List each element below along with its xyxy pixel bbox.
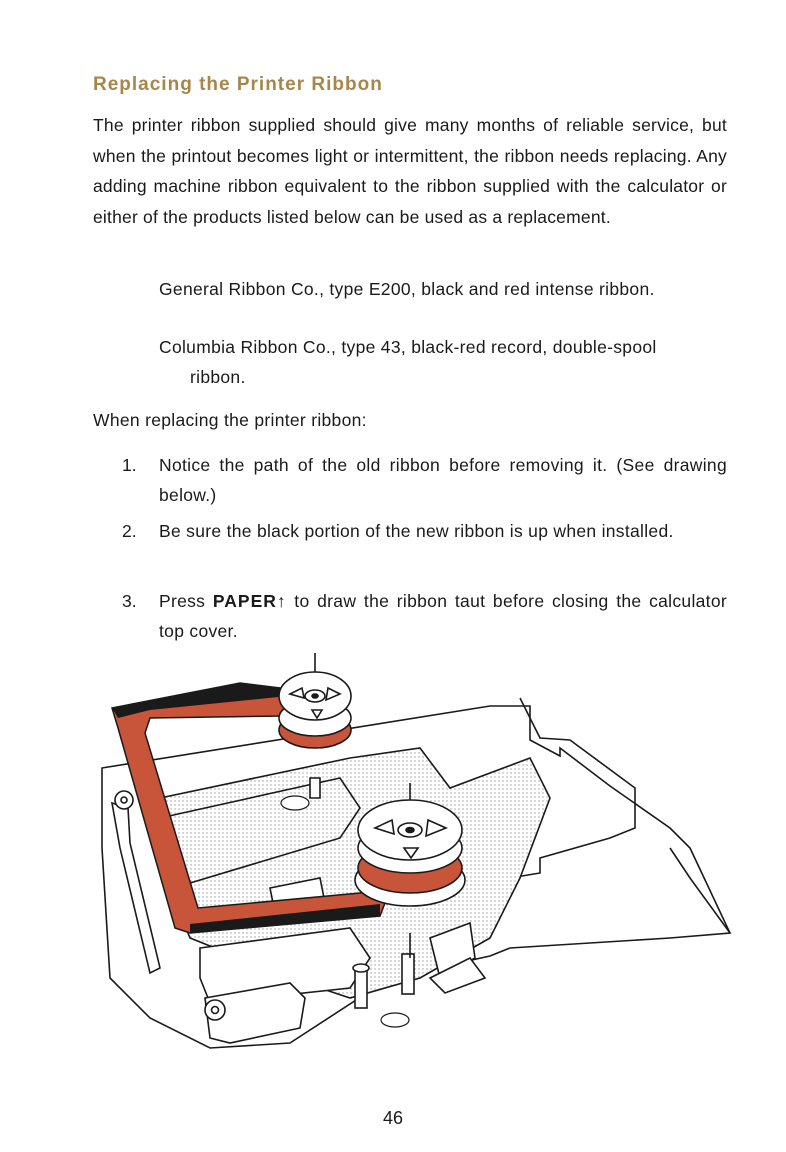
- product-text: General Ribbon Co., type E200, black and red intense ribbon.: [159, 279, 655, 299]
- lower-spool: [355, 800, 465, 906]
- step-text: Be sure the black portion of the new ribbon is up when installed.: [159, 521, 674, 541]
- page-number: 46: [382, 1108, 404, 1128]
- ribbon-drawing-svg: [90, 648, 740, 1058]
- rear-post: [310, 778, 320, 798]
- product-text: Columbia Ribbon Co., type 43, black-red record, double-spool: [159, 337, 657, 357]
- product-text-continued: ribbon.: [190, 367, 246, 387]
- step-number: 2.: [122, 521, 137, 541]
- section-heading: Replacing the Printer Ribbon: [93, 74, 383, 95]
- step-number: 1.: [122, 455, 137, 475]
- step-text: Notice the path of the old ribbon before removing it. (See drawing below.): [159, 455, 727, 505]
- product-item: [159, 332, 727, 392]
- step-text-part: to draw the ribbon taut before closing the calculator top cover.: [159, 591, 727, 641]
- left-screw: [115, 791, 133, 809]
- front-post: [402, 954, 414, 994]
- step-text-part: Press: [159, 591, 213, 611]
- ribbon-path-illustration: [90, 648, 740, 1058]
- step-text: [159, 586, 727, 646]
- steps-lead-in: When replacing the printer ribbon:: [93, 410, 367, 430]
- step-number: 3.: [122, 591, 137, 611]
- front-screw: [205, 1000, 225, 1020]
- paper-key-label: PAPER↑: [212, 591, 287, 611]
- upper-spool: [279, 672, 351, 748]
- product-item: [159, 274, 727, 304]
- intro-paragraph: The printer ribbon supplied should give many months of reliable service, but when the printout becomes light or intermittent, the ribbon needs replacing. Any adding machine ribbon equivalent to the ribbon supplied with the calculator or either of the products listed below can be used as a replacement.: [93, 115, 727, 227]
